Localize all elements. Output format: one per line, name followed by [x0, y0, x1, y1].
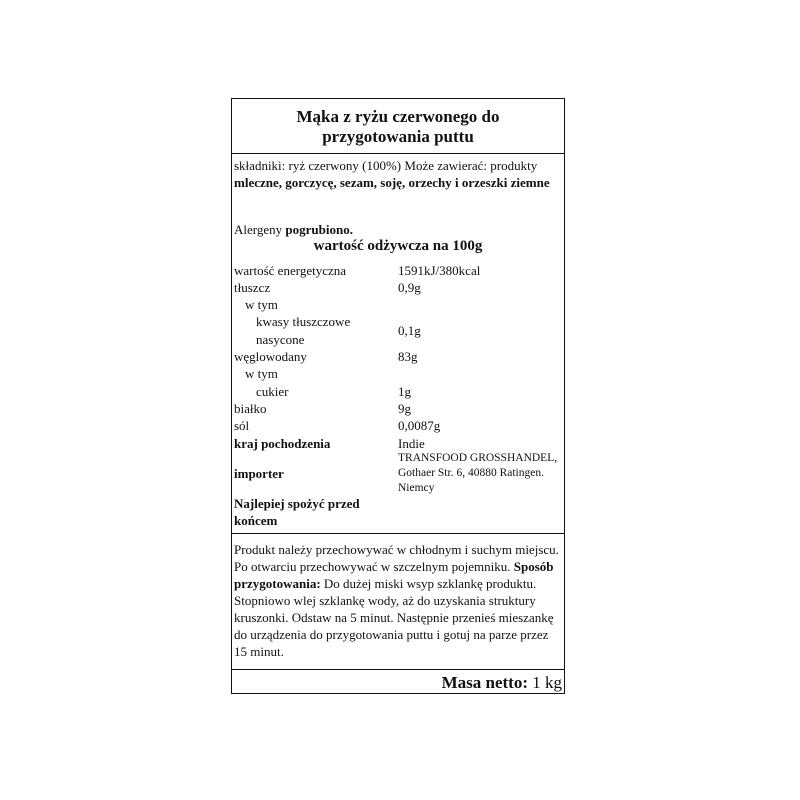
ingredients-text: składniki: ryż czerwony (100%) Może zawierać: produkty: [234, 158, 538, 173]
energy-label: wartość energetyczna: [234, 263, 347, 278]
product-label: [231, 98, 565, 694]
product-title: Mąka z ryżu czerwonego do przygotowania puttu: [296, 107, 500, 146]
divider: [232, 669, 564, 670]
protein-value: 9g: [398, 401, 411, 416]
divider: [232, 153, 564, 154]
saturated-value: 0,1g: [398, 323, 421, 338]
salt-value: 0,0087g: [398, 418, 441, 433]
best-before-line-2: końcem: [234, 513, 278, 528]
sugar-label: cukier: [256, 384, 289, 399]
fat-value: 0,9g: [398, 280, 421, 295]
importer-line-2: Gothaer Str. 6, 40880 Ratingen.: [398, 467, 544, 479]
storage-instructions: Produkt należy przechowywać w chłodnym i suchym miejscu. Po otwarciu przechowywać w szczelnym pojemniku. Sposób przygotowania: Do dużej miski wsyp szklankę produktu. Stopniowo wlej szklankę wody, aż do uzyskania struktury kruszonki. Odstaw na 5 minut. Następnie przenieś mieszankę do urządzenia do przygotowania puttu i gotuj na parze przez 15 minut.: [234, 542, 559, 659]
fat-label: tłuszcz: [234, 280, 271, 295]
salt-label: sól: [234, 418, 250, 433]
origin-value: Indie: [398, 436, 425, 451]
importer-label: importer: [234, 466, 284, 481]
best-before-line-1: Najlepiej spożyć przed: [234, 496, 360, 511]
sugar-value: 1g: [398, 384, 411, 399]
carbs-label: węglowodany: [234, 349, 307, 364]
importer-line-1: TRANSFOOD GROSSHANDEL,: [398, 452, 558, 464]
protein-label: białko: [234, 401, 267, 416]
of-which-fat: w tym: [245, 297, 278, 312]
origin-label: kraj pochodzenia: [234, 436, 331, 451]
saturated-label-2: nasycone: [256, 332, 305, 347]
of-which-carbs: w tym: [245, 366, 278, 381]
divider: [232, 533, 564, 534]
importer-line-3: Niemcy: [398, 482, 435, 494]
ingredients-allergens: mleczne, gorczycę, sezam, soję, orzechy i orzeszki ziemne: [234, 175, 550, 190]
energy-value: 1591kJ/380kcal: [398, 263, 481, 278]
nutrition-heading: wartość odżywcza na 100g: [313, 238, 483, 254]
saturated-label-1: kwasy tłuszczowe: [256, 314, 351, 329]
method-label: Sposób przygotowania:: [234, 559, 554, 591]
carbs-value: 83g: [398, 349, 418, 364]
ingredients: [234, 157, 562, 191]
net-weight: Masa netto: 1 kg: [441, 673, 562, 692]
allergen-note: Alergeny pogrubiono.: [234, 222, 353, 237]
